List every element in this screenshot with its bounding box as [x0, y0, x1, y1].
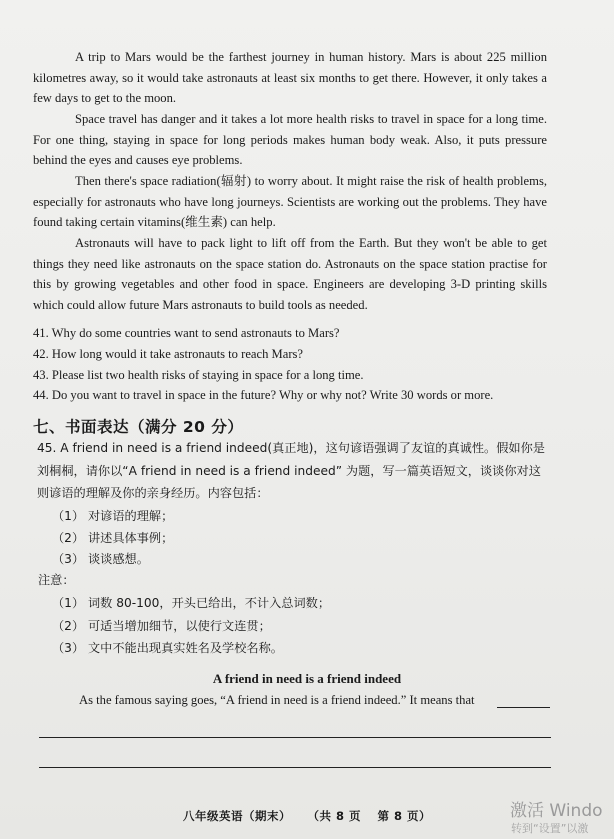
question-42: 42. How long would it take astronauts to reach Mars? — [33, 347, 304, 361]
content-item-1: （1） 对谚语的理解； — [52, 509, 174, 523]
question-43: 43. Please list two health risks of staying in space for a long time. — [33, 368, 364, 382]
activation-watermark-subtitle: 转到“设置”以激 — [511, 822, 589, 835]
note-label: 注意： — [38, 573, 75, 587]
note-item-1: （1） 词数 80-100，开头已给出，不计入总词数； — [52, 596, 331, 610]
footer-page-number: 第 8 页） — [377, 809, 432, 823]
question-44: 44. Do you want to travel in space in the future? Why or why not? Write 30 words or more. — [33, 388, 494, 402]
note-item-2: （2） 可适当增加细节，以使行文连贯； — [52, 619, 271, 633]
reading-paragraph-1: A trip to Mars would be the farthest journey in human history. Mars is about 225 million kilometres away, so it would take astronauts at least six months to get there. However, it only takes a few days to get to the moon. — [33, 50, 547, 106]
footer-subject: 八年级英语（期末） — [182, 809, 291, 823]
essay-opening: As the famous saying goes, “A friend in need is a friend indeed.” It means that — [79, 693, 475, 707]
content-item-2: （2） 讲述具体事例； — [52, 531, 174, 545]
answer-blank[interactable] — [497, 707, 550, 708]
note-item-3: （3） 文中不能出现真实姓名及学校名称。 — [52, 641, 283, 655]
answer-line-1[interactable] — [39, 737, 551, 738]
answer-line-2[interactable] — [39, 767, 551, 768]
reading-paragraph-4: Astronauts will have to pack light to lift off from the Earth. But they won't be able to get things they need like astronauts on the space station do. Astronauts on the space station practise for this by growing vegetables and other food in space. Engineers are developing 3-D printing skills which could allow future Mars astronauts to build tools as needed. — [33, 236, 547, 313]
section-title: 七、书面表达（满分 20 分） — [33, 418, 244, 436]
content-item-3: （3） 谈谈感想。 — [52, 552, 149, 566]
reading-paragraph-3: Then there's space radiation(辐射) to worry about. It might raise the risk of health problems, especially for astronauts who have long journeys. Scientists are working out the problems. They have found taking certain vitamins(维生素) can help. — [33, 174, 547, 230]
activation-watermark-title: 激活 Windo — [510, 801, 603, 821]
footer-total-pages: （共 8 页 — [307, 809, 361, 823]
essay-title: A friend in need is a friend indeed — [212, 671, 402, 686]
question-41: 41. Why do some countries want to send astronauts to Mars? — [33, 326, 340, 340]
writing-prompt: 45. A friend in need is a friend indeed(真正地)，这句谚语强调了友谊的真诚性。假如你是刘桐桐，请你以“A friend in need is a friend indeed” 为题，写一篇英语短文，谈谈你对这则谚语的理解及你的亲身经历。内容包括： — [37, 441, 545, 500]
reading-paragraph-2: Space travel has danger and it takes a lot more health risks to travel in space for a long time. For one thing, staying in space for long periods makes human body weak. Also, it puts pressure behind the eyes and causes eye problems. — [33, 112, 547, 168]
